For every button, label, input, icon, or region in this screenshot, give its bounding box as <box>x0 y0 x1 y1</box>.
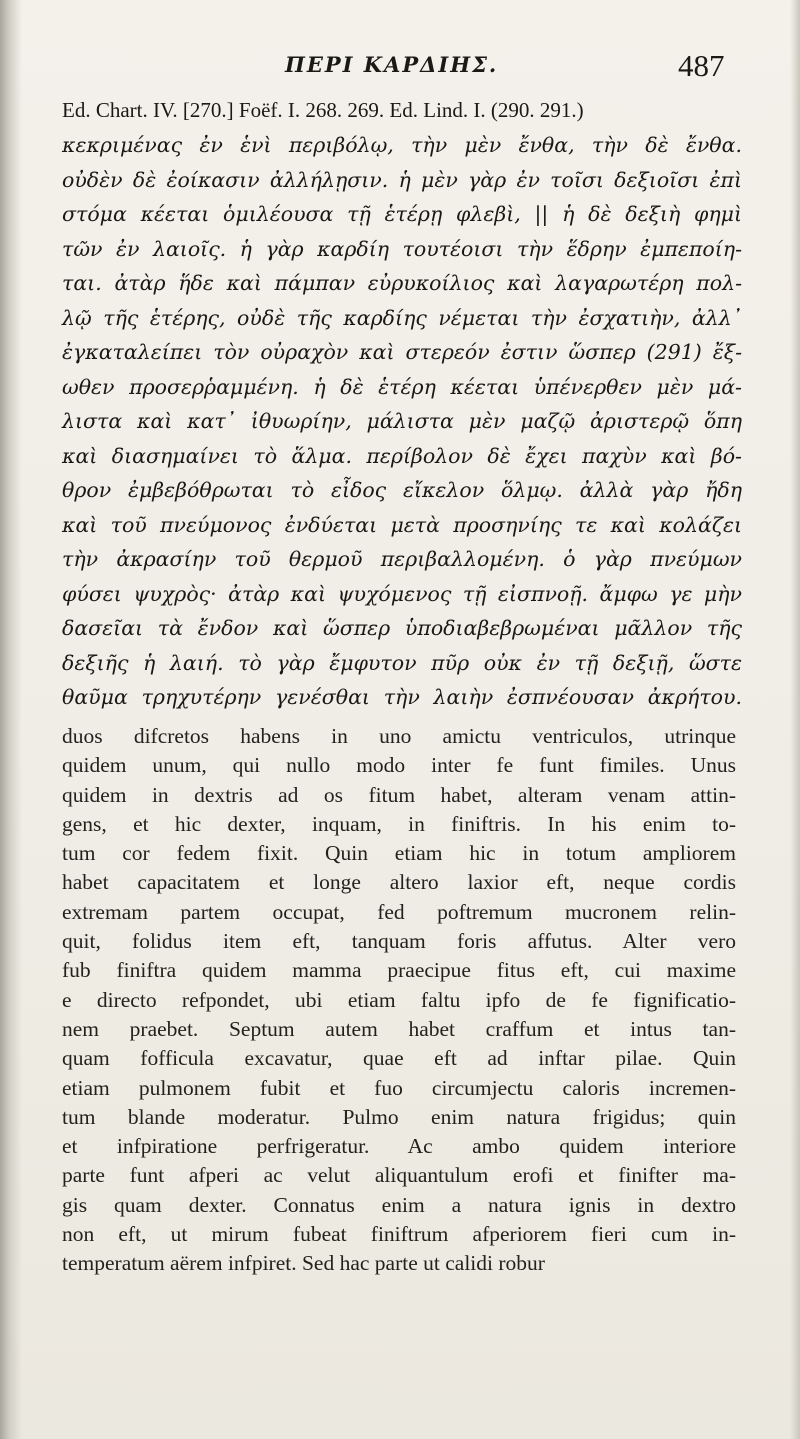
latin-text-line: nem praebet. Septum autem habet craffum et intus tan- <box>62 1016 736 1041</box>
latin-text-line: tum cor fedem fixit. Quin etiam hic in totum ampliorem <box>62 841 736 866</box>
greek-text-block <box>62 128 742 715</box>
greek-text-line: θρον ἐμβεβόθρωται τὸ εἶδος εἴκελον ὅλμῳ. ἀλλὰ γὰρ ἤδη <box>62 478 742 502</box>
latin-text-line: etiam pulmonem fubit et fuo circumjectu caloris incremen- <box>62 1075 736 1100</box>
latin-text-line: non eft, ut mirum fubeat finiftrum afperiorem fieri cum in- <box>62 1222 736 1247</box>
latin-text-line: et infpiratione perfrigeratur. Ac ambo quidem interiore <box>62 1134 736 1159</box>
greek-text-line: καὶ τοῦ πνεύμονος ἐνδύεται μετὰ προσηνίης τε καὶ κολάζει <box>62 512 742 537</box>
latin-text-line: e directo refpondet, ubi etiam faltu ipfo de fe fignificatio- <box>62 987 736 1012</box>
edition-references: Ed. Chart. IV. [270.] Foëf. I. 268. 269. Ed. Lind. I. (290. 291.) <box>62 98 584 122</box>
greek-text-line: ωθεν προσερῥαμμένη. ἡ δὲ ἑτέρη κέεται ὑπένερθεν μὲν μά- <box>62 374 742 399</box>
latin-text-line: temperatum aërem infpiret. Sed hac parte ut calidi robur <box>62 1251 545 1276</box>
greek-text-line: τῶν ἐν λαιοῖς. ἡ γὰρ καρδίη τουτέοισι τὴν ἕδρην ἐμπεποίη- <box>62 236 742 261</box>
greek-text-line: δεξιῆς ἡ λαιή. τὸ γὰρ ἔμφυτον πῦρ οὐκ ἐν τῇ δεξιῇ, ὥστε <box>62 650 742 675</box>
latin-text-line: fub finiftra quidem mamma praecipue fitus eft, cui maxime <box>62 958 736 983</box>
latin-text-block <box>62 722 736 1279</box>
latin-text-line: quam fofficula excavatur, quae eft ad inftar pilae. Quin <box>62 1046 736 1071</box>
greek-text-line: δασεῖαι τὰ ἔνδον καὶ ὥσπερ ὑποδιαβεβρωμέναι μᾶλλον τῆς <box>62 616 742 640</box>
latin-text-line: gis quam dexter. Connatus enim a natura ignis in dextro <box>62 1192 736 1217</box>
latin-text-line: duos difcretos habens in uno amictu ventriculos, utrinque <box>62 724 736 748</box>
greek-text-line: θαῦμα τρηχυτέρην γενέσθαι τὴν λαιὴν ἐσπνέουσαν ἀκρήτου. <box>62 685 742 709</box>
running-head: ΠΕΡΙ ΚΑΡΔΙΗΣ. <box>285 52 499 77</box>
page-edge-shadow <box>790 0 800 1439</box>
greek-text-line: οὐδὲν δὲ ἐοίκασιν ἀλλήλῃσιν. ἡ μὲν γὰρ ἐν τοῖσι δεξιοῖσι ἐπὶ <box>62 167 742 192</box>
greek-text-line: τὴν ἀκρασίην τοῦ θερμοῦ περιβαλλομένη. ὁ γὰρ πνεύμων <box>62 547 742 571</box>
greek-text-line: λιστα καὶ κατ᾽ ἰθυωρίην, μάλιστα μὲν μαζῷ ἀριστερῷ ὅπη <box>62 409 742 433</box>
greek-text-line: ται. ἀτὰρ ἥδε καὶ πάμπαν εὐρυκοίλιος καὶ λαγαρωτέρη πολ- <box>62 271 742 295</box>
latin-text-line: habet capacitatem et longe altero laxior eft, neque cordis <box>62 870 736 895</box>
page-number: 487 <box>678 48 725 83</box>
page-gutter-shadow <box>0 0 22 1439</box>
greek-text-line: καὶ διασημαίνει τὸ ἅλμα. περίβολον δὲ ἔχει παχὺν καὶ βό- <box>62 443 742 468</box>
greek-text-line: κεκριμένας ἐν ἑνὶ περιβόλῳ, τὴν μὲν ἔνθα, τὴν δὲ ἔνθα. <box>62 133 742 157</box>
latin-text-line: parte funt afperi ac velut aliquantulum erofi et finifter ma- <box>62 1163 736 1188</box>
latin-text-line: quidem in dextris ad os fitum habet, alteram venam attin- <box>62 782 736 807</box>
greek-text-line: ἐγκαταλείπει τὸν οὐραχὸν καὶ στερεόν ἐστιν ὥσπερ (291) ἔξ- <box>62 340 742 364</box>
latin-text-line: tum blande moderatur. Pulmo enim natura frigidus; quin <box>62 1104 736 1129</box>
latin-text-line: quit, folidus item eft, tanquam foris affutus. Alter vero <box>62 929 736 954</box>
latin-text-line: extremam partem occupat, fed poftremum mucronem relin- <box>62 899 736 924</box>
latin-text-line: gens, et hic dexter, inquam, in finiftris. In his enim to- <box>62 811 736 836</box>
latin-text-line: quidem unum, qui nullo modo inter fe funt fimiles. Unus <box>62 753 736 778</box>
greek-text-line: λῷ τῆς ἑτέρης, οὐδὲ τῆς καρδίης νέμεται τὴν ἐσχατιὴν, ἀλλ᾽ <box>62 305 742 330</box>
greek-text-line: στόμα κέεται ὁμιλέουσα τῇ ἑτέρῃ φλεβὶ, || ἡ δὲ δεξιὴ φημὶ <box>62 202 742 226</box>
greek-text-line: φύσει ψυχρὸς· ἀτὰρ καὶ ψυχόμενος τῇ εἰσπνοῇ. ἄμφω γε μὴν <box>62 581 742 606</box>
